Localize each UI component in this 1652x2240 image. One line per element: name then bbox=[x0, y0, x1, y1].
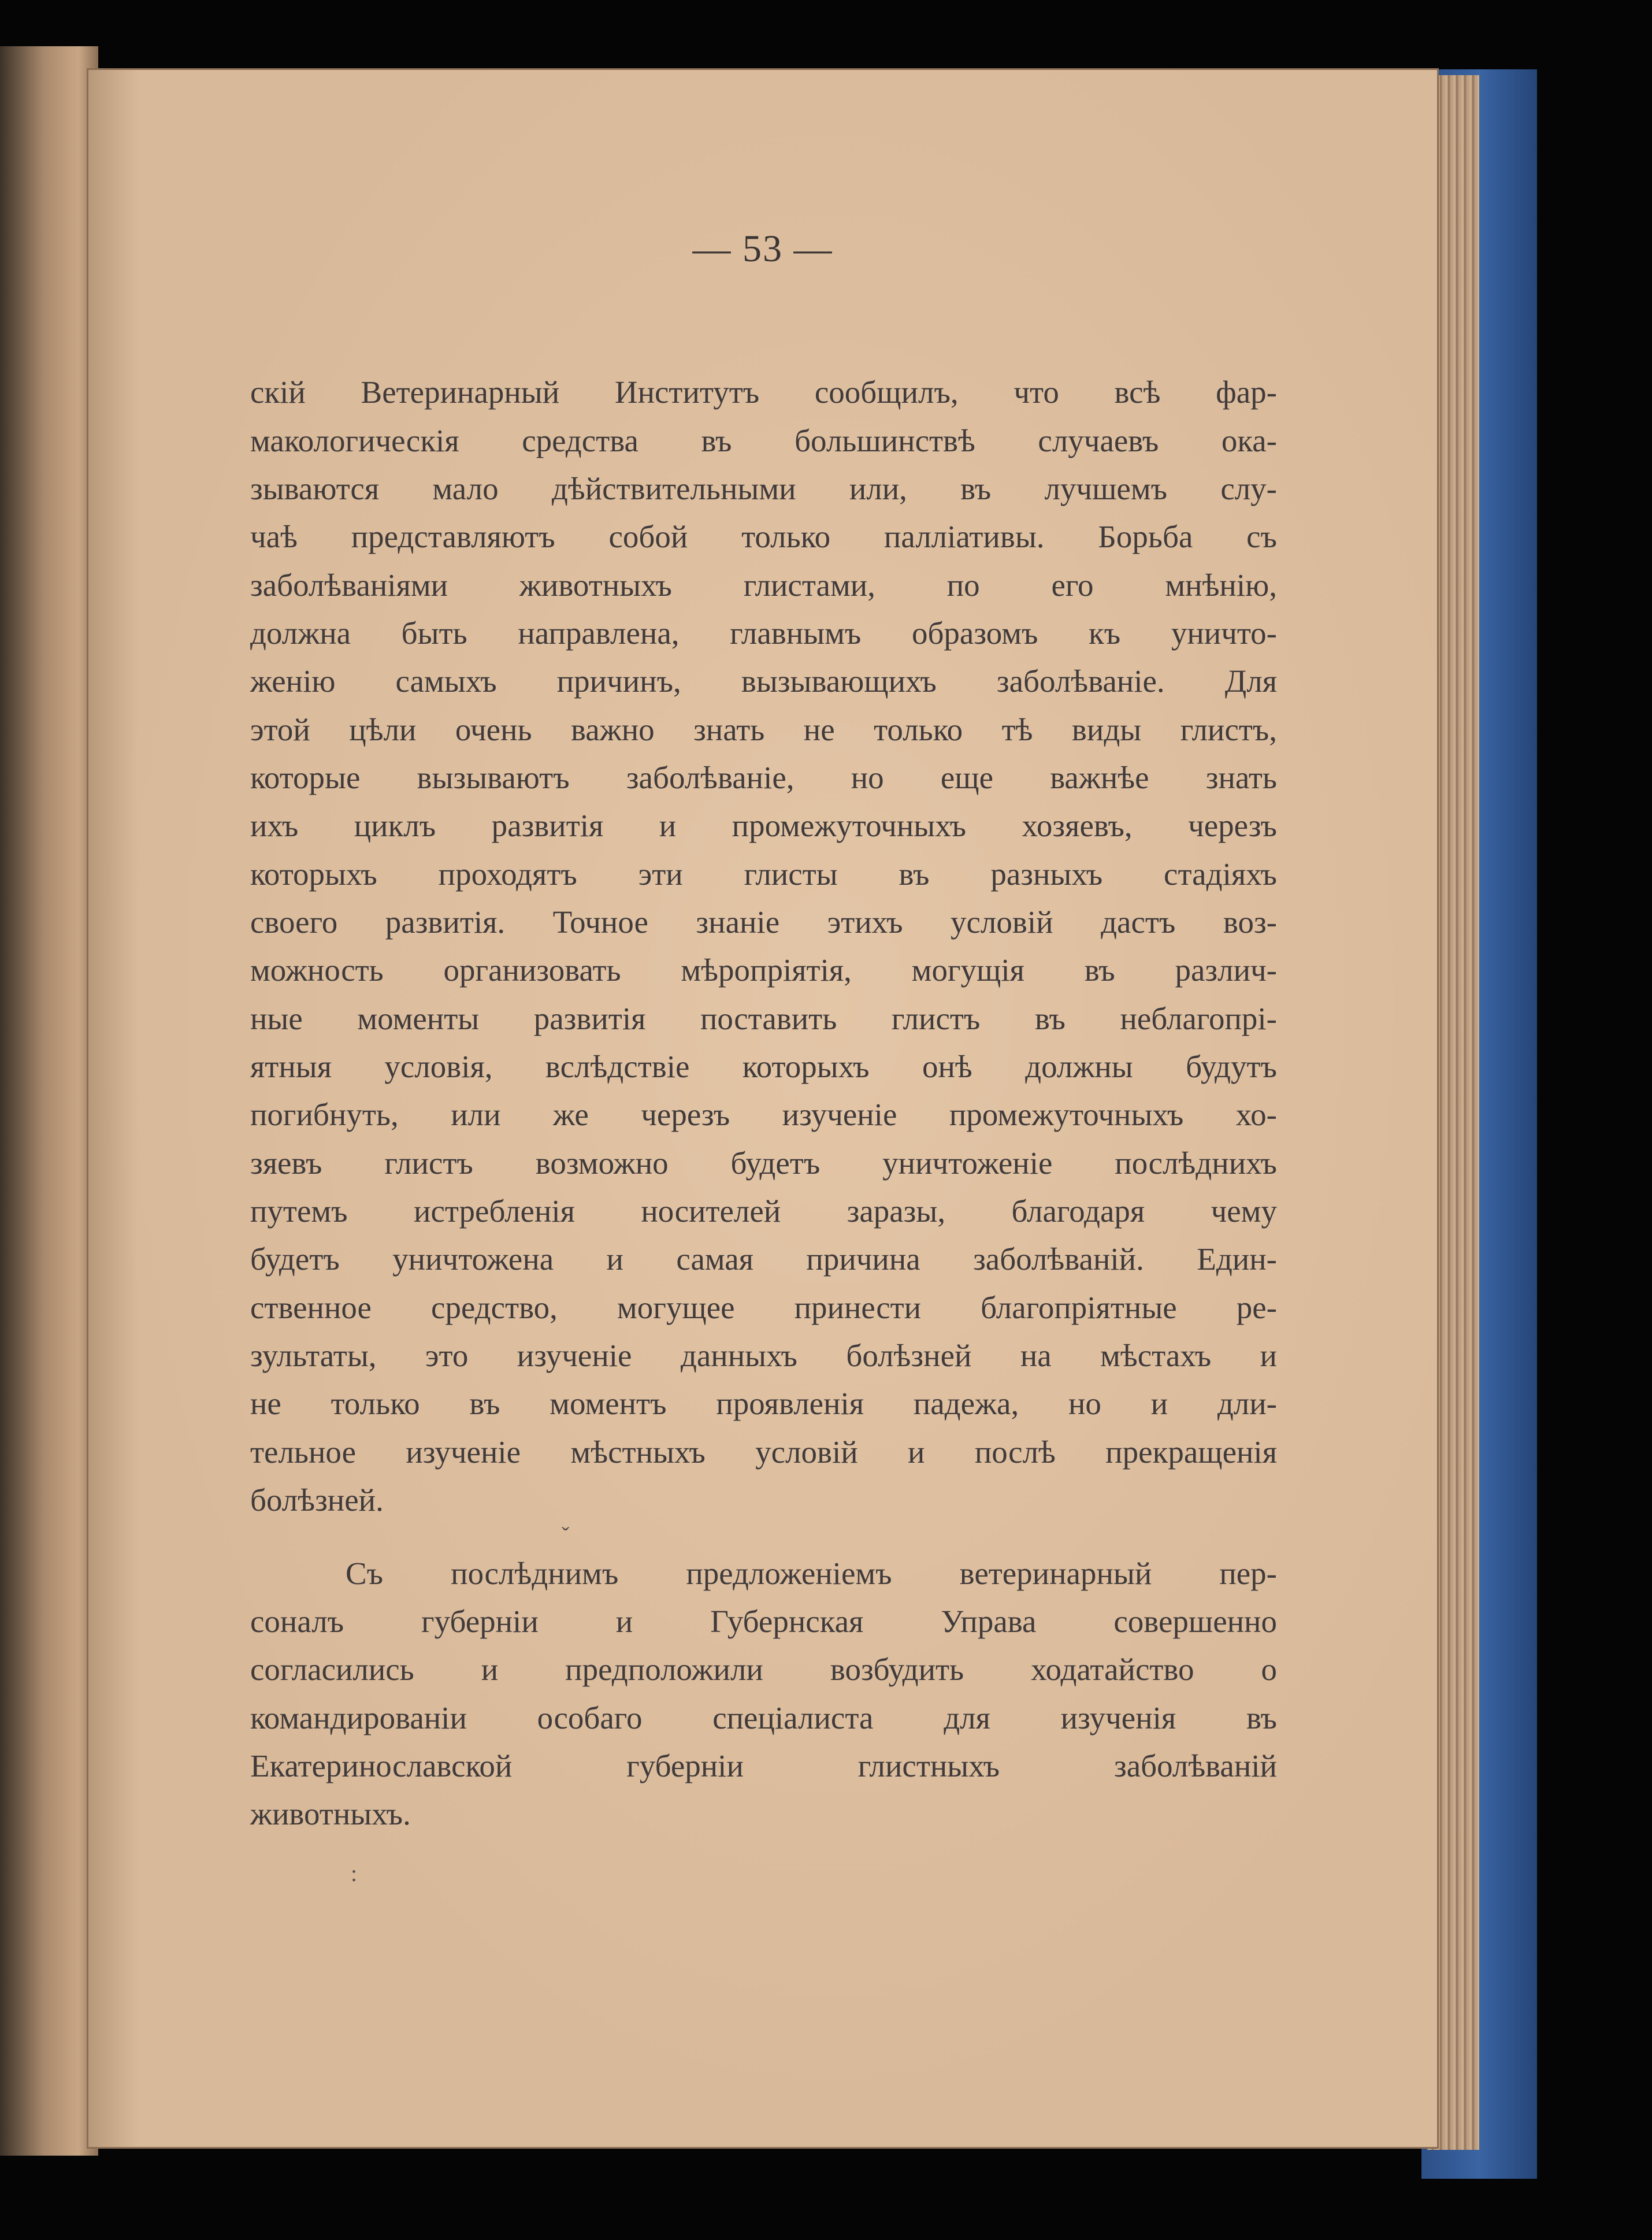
text-line: которые вызываютъ заболѣваніе, но еще важнѣе знать bbox=[250, 760, 1277, 795]
text-line: зываются мало дѣйствительными или, въ лучшемъ слу- bbox=[250, 471, 1277, 506]
text-line: можность организовать мѣропріятія, могущія въ различ- bbox=[250, 952, 1277, 988]
text-line: командированіи особаго спеціалиста для изученія въ bbox=[250, 1700, 1277, 1735]
text-line: чаѣ представляютъ собой только палліативы. Борьба съ bbox=[250, 519, 1277, 554]
text-line: зультаты, это изученіе данныхъ болѣзней на мѣстахъ и bbox=[250, 1338, 1277, 1373]
text-line: будетъ уничтожена и самая причина заболѣваній. Един- bbox=[250, 1241, 1277, 1277]
text-line: зяевъ глистъ возможно будетъ уничтоженіе послѣднихъ bbox=[250, 1145, 1277, 1181]
text-line: тельное изученіе мѣстныхъ условій и послѣ прекращенія bbox=[250, 1434, 1277, 1470]
text-line: скій Ветеринарный Институтъ сообщилъ, что всѣ фар- bbox=[250, 374, 1277, 410]
ink-speck: ˇ bbox=[562, 1522, 570, 1548]
page-number: — 53 — bbox=[692, 228, 833, 270]
text-line: которыхъ проходятъ эти глисты въ разныхъ стадіяхъ bbox=[250, 856, 1277, 892]
book-page bbox=[87, 68, 1439, 2149]
text-line: должна быть направлена, главнымъ образомъ къ уничто- bbox=[250, 615, 1277, 651]
text-line: животныхъ. bbox=[250, 1796, 411, 1831]
text-line: женію самыхъ причинъ, вызывающихъ заболѣваніе. Для bbox=[250, 663, 1277, 699]
text-line: ихъ циклъ развитія и промежуточныхъ хозяевъ, черезъ bbox=[250, 808, 1277, 843]
text-line: Съ послѣднимъ предложеніемъ ветеринарный пер- bbox=[346, 1556, 1277, 1591]
text-line: макологическія средства въ большинствѣ случаевъ ока- bbox=[250, 423, 1277, 458]
text-line: болѣзней. bbox=[250, 1482, 384, 1518]
text-line: этой цѣли очень важно знать не только тѣ виды глистъ, bbox=[250, 712, 1277, 747]
text-line: согласились и предположили возбудить ходатайство о bbox=[250, 1652, 1277, 1687]
text-line: Екатеринославской губерніи глистныхъ заболѣваній bbox=[250, 1748, 1277, 1783]
ink-speck: : bbox=[351, 1860, 358, 1886]
text-line: ные моменты развитія поставить глистъ въ неблагопрі- bbox=[250, 1001, 1277, 1036]
left-page-edge bbox=[0, 46, 98, 2156]
text-line: заболѣваніями животныхъ глистами, по его мнѣнію, bbox=[250, 568, 1277, 603]
text-line: путемъ истребленія носителей заразы, благодаря чему bbox=[250, 1193, 1277, 1229]
text-line: ственное средство, могущее принести благопріятные ре- bbox=[250, 1290, 1277, 1325]
text-line: не только въ моментъ проявленія падежа, но и дли- bbox=[250, 1386, 1277, 1421]
text-line: своего развитія. Точное знаніе этихъ условій дастъ воз- bbox=[250, 904, 1277, 940]
text-line: ятныя условія, вслѣдствіе которыхъ онѣ должны будутъ bbox=[250, 1049, 1277, 1084]
text-line: соналъ губерніи и Губернская Управа совершенно bbox=[250, 1604, 1277, 1639]
text-line: погибнуть, или же черезъ изученіе промежуточныхъ хо- bbox=[250, 1097, 1277, 1132]
